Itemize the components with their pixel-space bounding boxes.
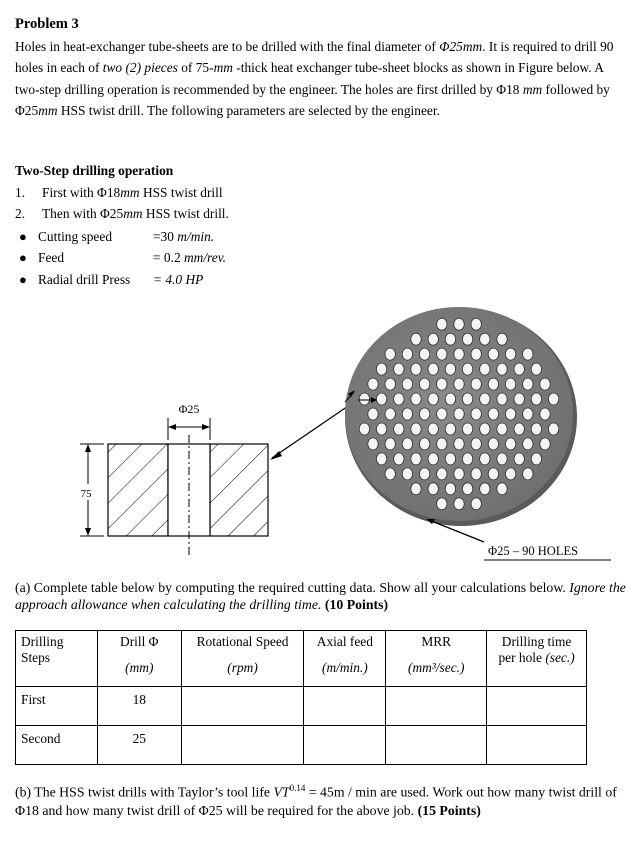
drill-cell: 18	[97, 687, 181, 726]
tube-hole	[454, 408, 464, 420]
tube-hole	[523, 438, 533, 450]
tube-hole	[480, 483, 490, 495]
tube-hole	[540, 438, 550, 450]
tube-hole	[445, 453, 455, 465]
tube-hole	[531, 423, 541, 435]
tube-hole	[480, 453, 490, 465]
cross-section	[108, 435, 268, 556]
tube-hole	[376, 453, 386, 465]
step-cell: First	[16, 687, 98, 726]
tube-hole	[462, 363, 472, 375]
tube-hole	[514, 423, 524, 435]
param-cutting-speed	[0, 229, 400, 247]
param-feed	[0, 250, 400, 268]
tube-hole	[531, 363, 541, 375]
tube-hole	[402, 408, 412, 420]
tube-hole	[523, 348, 533, 360]
thickness-label: 75	[80, 488, 92, 500]
table-header-row	[16, 631, 587, 687]
question-a: (a) Complete table below by computing the required cutting data. Show all your calculations below. Ignore the approach allowance when calculating the drilling time. (10 Points)	[15, 580, 626, 612]
tube-hole	[497, 393, 507, 405]
tube-hole	[548, 423, 558, 435]
tube-hole	[454, 498, 464, 510]
tube-hole	[445, 483, 455, 495]
formula-vt: VT	[273, 784, 290, 800]
param-value: = 0.2 mm/rev.	[153, 250, 227, 265]
axial-feed-cell[interactable]	[304, 687, 386, 726]
tube-hole	[385, 378, 395, 390]
tube-hole	[514, 363, 524, 375]
tube-hole	[445, 393, 455, 405]
holes-label: Φ25 – 90 HOLES	[488, 544, 579, 558]
tube-hole	[445, 363, 455, 375]
tube-hole	[497, 483, 507, 495]
tube-hole	[454, 348, 464, 360]
tube-hole	[437, 318, 447, 330]
tube-hole	[471, 438, 481, 450]
tube-hole	[411, 483, 421, 495]
diameter-dimension	[168, 402, 210, 440]
tube-hole	[505, 348, 515, 360]
rpm-cell[interactable]	[181, 726, 304, 765]
leader-line	[272, 402, 354, 458]
tube-hole	[437, 378, 447, 390]
header-drilling-time: Drilling time per hole (sec.)	[487, 631, 587, 687]
tube-hole	[428, 393, 438, 405]
tube-hole	[385, 348, 395, 360]
tube-hole	[462, 423, 472, 435]
tube-hole	[359, 423, 369, 435]
tube-hole	[402, 438, 412, 450]
tube-hole	[402, 378, 412, 390]
tube-hole	[376, 423, 386, 435]
tube-hole	[359, 393, 369, 405]
tube-hole	[445, 423, 455, 435]
tube-hole	[505, 378, 515, 390]
tube-hole	[540, 378, 550, 390]
step-number: 2.	[15, 206, 26, 221]
tube-hole	[428, 333, 438, 345]
tube-hole	[428, 453, 438, 465]
tube-hole	[437, 348, 447, 360]
tube-hole	[385, 438, 395, 450]
tube-hole	[428, 483, 438, 495]
tube-sheet-disk	[345, 307, 577, 526]
tube-hole	[411, 453, 421, 465]
step-text: Then with Φ25mm HSS twist drill.	[42, 206, 229, 221]
tube-hole	[402, 348, 412, 360]
tube-hole	[488, 378, 498, 390]
tube-hole	[445, 333, 455, 345]
tube-hole	[411, 363, 421, 375]
drilling-time-cell[interactable]	[487, 726, 587, 765]
problem-title: Problem 3	[15, 16, 79, 32]
question-b: (b) The HSS twist drills with Taylor’s tool life $VT^{0.14} = 45m / \min$ are used. Work out how many twist drill of Φ18 and how many twist drill of Φ25 will be required for the above job. (15 Points)	[15, 783, 617, 818]
tube-hole	[548, 393, 558, 405]
tube-hole	[462, 483, 472, 495]
mrr-cell[interactable]	[386, 687, 487, 726]
step-cell: Second	[16, 726, 98, 765]
step-text: First with Φ18mm HSS twist drill	[42, 185, 223, 200]
param-label: Feed	[38, 250, 65, 265]
tube-hole	[480, 423, 490, 435]
header-mrr: MRR (mm³/sec.)	[386, 631, 487, 687]
tube-hole	[419, 438, 429, 450]
tube-hole	[376, 363, 386, 375]
tube-hole	[368, 408, 378, 420]
tube-hole	[394, 393, 404, 405]
tube-hole	[480, 393, 490, 405]
tube-hole	[523, 408, 533, 420]
formula-rhs: = 45m / min	[305, 784, 377, 800]
tube-hole	[488, 468, 498, 480]
formula-exponent: 0.14	[289, 783, 306, 793]
step-number: 1.	[15, 185, 26, 200]
table-row	[16, 687, 587, 726]
tube-hole	[454, 438, 464, 450]
tube-hole	[428, 423, 438, 435]
diameter-label: Φ25	[178, 402, 200, 416]
header-rotational-speed: Rotational Speed (rpm)	[181, 631, 304, 687]
tube-hole	[471, 408, 481, 420]
drilling-time-cell[interactable]	[487, 687, 587, 726]
tube-hole	[385, 468, 395, 480]
tube-hole	[531, 453, 541, 465]
tube-hole	[437, 498, 447, 510]
tube-hole	[488, 438, 498, 450]
tube-sheet-figure	[0, 290, 642, 575]
tube-hole	[419, 408, 429, 420]
tube-hole	[419, 348, 429, 360]
tube-hole	[454, 318, 464, 330]
tube-hole	[514, 453, 524, 465]
tube-hole	[394, 453, 404, 465]
operation-heading: Two-Step drilling operation	[15, 163, 174, 178]
tube-hole	[471, 348, 481, 360]
tube-hole	[523, 468, 533, 480]
tube-hole	[385, 408, 395, 420]
problem-statement: Holes in heat-exchanger tube-sheets are to be drilled with the final diameter of Φ25mm. It is required to drill 90 holes in each of two (2) pieces of 75-mm -thick heat exchanger tube-sheet blocks as shown in Figure below. A two-step drilling operation is recommended by the engineer. The holes are first drilled by Φ18 mm followed by Φ25mm HSS twist drill. The following parameters are selected by the engineer.	[15, 39, 614, 119]
tube-hole	[437, 468, 447, 480]
header-drill-diameter: Drill Φ (mm)	[97, 631, 181, 687]
param-value: =30 m/min.	[153, 229, 215, 244]
tube-hole	[437, 438, 447, 450]
param-label: Cutting speed	[38, 229, 113, 244]
tube-hole	[437, 408, 447, 420]
tube-hole	[462, 453, 472, 465]
tube-hole	[497, 363, 507, 375]
tube-hole	[462, 333, 472, 345]
tube-hole	[394, 363, 404, 375]
tube-hole	[505, 438, 515, 450]
param-value: = 4.0 HP	[153, 272, 204, 287]
header-drilling-steps: Drilling Steps	[16, 631, 98, 687]
tube-hole	[471, 378, 481, 390]
tube-hole	[540, 408, 550, 420]
tube-hole	[454, 378, 464, 390]
tube-hole	[411, 333, 421, 345]
tube-hole	[480, 363, 490, 375]
step-1	[0, 185, 400, 203]
rpm-cell[interactable]	[181, 687, 304, 726]
tube-hole	[368, 438, 378, 450]
tube-hole	[471, 318, 481, 330]
tube-hole	[497, 333, 507, 345]
tube-hole	[411, 393, 421, 405]
tube-hole	[531, 393, 541, 405]
tube-hole	[488, 348, 498, 360]
tube-hole	[471, 468, 481, 480]
tube-hole	[505, 468, 515, 480]
tube-hole	[419, 378, 429, 390]
bullet-icon: ●	[19, 229, 27, 244]
bullet-icon: ●	[19, 272, 27, 287]
tube-hole	[480, 333, 490, 345]
thickness-dimension	[76, 444, 104, 536]
header-axial-feed: Axial feed (m/min.)	[304, 631, 386, 687]
table-row	[16, 726, 587, 765]
step-2	[0, 206, 400, 224]
mrr-cell[interactable]	[386, 726, 487, 765]
param-label: Radial drill Press	[38, 272, 131, 287]
tube-hole	[505, 408, 515, 420]
bullet-icon: ●	[19, 250, 27, 265]
tube-hole	[523, 378, 533, 390]
tube-hole	[462, 393, 472, 405]
drill-cell: 25	[97, 726, 181, 765]
tube-hole	[411, 423, 421, 435]
param-drill-press	[0, 272, 400, 290]
tube-hole	[368, 378, 378, 390]
tube-hole	[428, 363, 438, 375]
tube-hole	[419, 468, 429, 480]
tube-hole	[514, 393, 524, 405]
axial-feed-cell[interactable]	[304, 726, 386, 765]
tube-hole	[376, 393, 386, 405]
tube-hole	[402, 468, 412, 480]
cutting-data-table	[15, 630, 587, 765]
tube-hole	[497, 453, 507, 465]
tube-hole	[394, 423, 404, 435]
tube-hole	[488, 408, 498, 420]
tube-hole	[497, 423, 507, 435]
tube-hole	[454, 468, 464, 480]
tube-hole	[471, 498, 481, 510]
